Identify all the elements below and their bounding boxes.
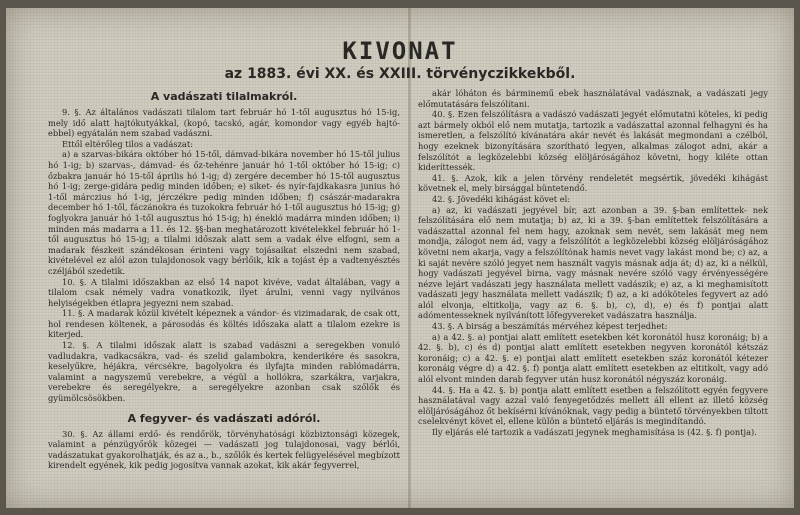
left-paragraphs-2 — [48, 429, 400, 471]
paragraph: 12. §. A tilalmi időszak alatt is szabad vadászni a seregekben vonuló vadludakra, vadkacsákra, vad- és szelid galambokra, kenderikére és sasokra, keselyűkre, héjákra, vércsékre, bagolyokra és ilyfajta minden rablómadárra, valamint a nagyszemű verebekre, a végül a hollókra, szarkákra, varjakra, verebekre és seregélyekre, a seregélyekre azonban csak szőlők és gyümölcsösökben. — [48, 340, 400, 404]
right-column — [418, 88, 768, 438]
paragraph: 9. §. Az általános vadászati tilalom tart február hó 1-től augusztus hó 15-ig, mely idő alatt hajtókutyákkal, (kopó, tacskó, agár, komondor vagy egyéb hajtó-ebbel) egyátalán nem szabad vadászni. — [48, 107, 400, 139]
document-title: KIVONAT — [342, 37, 458, 65]
document-subtitle: az 1883. évi XX. és XXIII. törvényczikkekből. — [224, 66, 576, 82]
paragraph: 41. §. Azok, kik a jelen törvény rendeletét megsértik, jövedéki kihágást követnek el, mely birsággal büntetendő. — [418, 172, 768, 194]
paragraph: akár lóháton és bárminemű ebek használatával vadásznak, a vadászati jegy előmutatására felszólítani. — [418, 88, 768, 109]
paragraph: 40. §. Ezen felszólításra a vadászó vadászati jegyét előmutatni köteles, ki pedig azt bármely okból elő nem mutatja, tartozik a vadászattal azonnal felhagyni és ha ismeretlen, a felszólító kívánatára akár nevét és lakását megmondani a czélból, hogy ezeknek bizonyítására szorítható legyen, alkalmas zálogot adni, akár a felszólítót a legközelebbi község elöljáróságához követni, hogy kiléte ottan kideríttessék. — [418, 109, 768, 173]
fold-crease — [408, 8, 411, 508]
paragraph: 30. §. Az állami erdő- és rendőrök, törvényhatósági közbiztonsági közegek, valamint a pénzügyőrök közegei — vadászati jog tulajdonosai, vagy bérlői, vadászatukat gyakorolhatják, és az a., b., szőlők és kertek felügyelésével megbízott kirendelt egyének, kik pedig jogosítva vannak azokat, kik akár fegyverrel, — [48, 428, 400, 471]
paragraph: a) a 42. §. a) pontjai alatt említett esetekben két koronától husz koronáig; b) a 42. §. b), c) és d) pontjai alatt említett esetekben negyven koronától kétszáz koronáig; c) a 42. §. e) pontjai alatt említett esetekben száz koronától kétezer koronáig végre d) a 42. §. f) pontja alatt említett esetekben az eltitkolt, vagy adó alól elvont minden darab fegyver után husz koronától négyszáz koronáig. — [418, 331, 768, 385]
paragraph: 44. §. Ha a 42. §. b) pontja alatt említett esetben a felszólított egyén fegyvere használatával vagy azzal való fenyegetődzés mellett áll ellent az illető község elöljáróságához őt bekísérni kívánóknak, vagy pedig a büntető törvényekben tiltott cselekvényt követ el, ellene külön a büntető eljárás is megindítandó. — [418, 384, 768, 427]
paragraph: Ily eljárás elé tartozik a vadászati jegynek meghamisítása is (42. §. f) pontja). — [432, 427, 757, 437]
paragraph: a) a szarvas-bikára október hó 15-től, dámvad-bikára november hó 15-től julius hó 1-ig; b) szarvas-, dámvad- és őz-tehénre január hó 1-től október hó 15-ig; c) őzbakra január hó 15-től április hó 1-ig; d) zergére december hó 15-től augusztus hó 1-ig; zerge-gidára pedig minden időben; e) siket- és nyír-fajdkakasra junius hó 1-től márczius hó 1-ig, jérczékre pedig minden időben; f) császár-madarakra december hó 1-től, fáczánokra és tuzokokra február hó 1-től augusztus hó 15-ig; g) foglyokra január hó 1-től augusztus hó 15-ig; h) énekló madárra minden időben; i) minden más madarra a 11. és 12. §§-ban meghatározott kivételekkel február hó 1-től augusztus hó 15-ig; a tilalmi időszak alatt sem a vadak élve elfogni, sem a madarak fészkeit szándékosan érinteni vagy tojásaikat elszedni nem szabad, kivételével ez alól azon tulajdonosok vagy bérlőik, kik a tojást ép a vadtenyésztés czéljából szedetik. — [48, 149, 400, 276]
paragraph: Ettől eltérőleg tilos a vadászat: — [62, 138, 194, 149]
document-page — [6, 8, 794, 508]
paragraph: 10. §. A tilalmi időszakban az első 14 napot kivéve, vadat általában, vagy a tilalom csak némely vadra vonatkozik, ilyet árulni, venni vagy nyilvános helyiségekben étlapra jegyezni nem szabad. — [48, 276, 400, 308]
section-heading-weapon-tax: A fegyver- és vadászati adóról. — [127, 411, 321, 425]
left-column — [48, 88, 400, 471]
paragraph: a) az, ki vadászati jegyével bír, azt azonban a 39. §-ban említettek- nek felszólítására elő nem mutatja; b) az, ki a 39. §-ban említettek felszólítására a vadászattal azonnal fel nem hagy, azoknak sem nevét, sem lakását meg nem mondja, zálogot nem ád, vagy a felszólítót a legközelebbi község elöljáróságához követni nem akarja, vagy a felszólítónak hamis nevet vagy lakást mond be; c) az, a ki saját nevére szóló jegyet nem használt vagyis másnak adja át; d) az, ki a nélkül, hogy vadászati jegyével birna, vagy másnak nevére szóló vagy érvényességére nézve lejárt vadászati jegy használata mellett vadászik; e) az, a ki meghamisított vadászati jegy használata mellett vadászik; f) az, a ki adóköteles fegyvert az adó alól elvonja, eltitkolja, vagy az 6. §. b), c), d), e) és f) pontjai alatt adómentesseknek nyilvánított lőfegyvereket vadászatra használja. — [418, 204, 768, 321]
left-paragraphs — [48, 107, 400, 404]
paragraph: 42. §. Jövedéki kihágást követ el: — [432, 193, 571, 204]
paragraph: 11. §. A madarak közül kivételt képeznek a vándor- és vizimadarak, de csak ott, hol rendesen költenek, a párosodás és költés időszaka alatt a tilalom ezekre is kiterjed. — [48, 308, 400, 340]
section-heading-hunting-bans: A vadászati tilalmakról. — [150, 90, 298, 103]
paragraph: 43. §. A birság a beszámítás mérvéhez képest terjedhet: — [432, 321, 668, 332]
right-paragraphs — [418, 88, 768, 438]
